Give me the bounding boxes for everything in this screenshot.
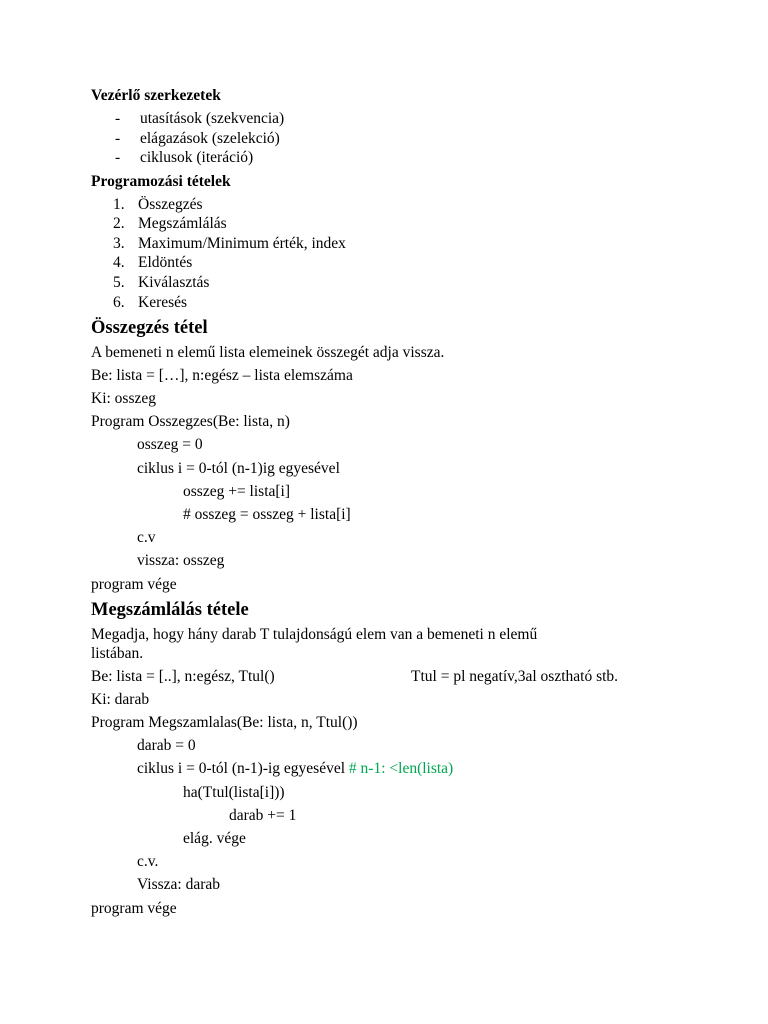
counting-description-cont: listában.: [91, 645, 144, 662]
code-line: vissza: osszeg: [137, 552, 225, 569]
list-number: 6.: [113, 294, 125, 311]
code-line: elág. vége: [183, 830, 246, 847]
code-line: ciklus i = 0-tól (n-1)ig egyesével: [137, 460, 340, 477]
code-line: osszeg += lista[i]: [183, 483, 291, 500]
list-item: [113, 273, 209, 293]
list-item-text: elágazások (szelekció): [140, 130, 280, 147]
list-item-text: Keresés: [138, 294, 188, 311]
list-item: [115, 109, 284, 129]
summation-output: Ki: osszeg: [91, 390, 157, 407]
list-item: [115, 129, 280, 149]
list-item-text: ciklusok (iteráció): [140, 149, 254, 166]
list-item-text: Eldöntés: [138, 254, 193, 271]
list-item-text: Kiválasztás: [138, 274, 210, 291]
code-comment: # n-1: <len(lista): [348, 760, 454, 777]
loop-statement: ciklus i = 0-tól (n-1)-ig egyesével: [137, 760, 349, 777]
section-title-programming-theorems: Programozási tételek: [91, 173, 231, 190]
list-number: 4.: [113, 254, 125, 271]
summation-input: Be: lista = […], n:egész – lista elemszáma: [91, 367, 353, 384]
code-line: darab += 1: [229, 807, 297, 824]
code-line: ha(Ttul(lista[i])): [183, 784, 285, 801]
list-number: 2.: [113, 215, 125, 232]
heading-summation: Összegzés tétel: [91, 318, 208, 338]
code-line: darab = 0: [137, 737, 196, 754]
section-title-control-structures: Vezérlő szerkezetek: [91, 87, 221, 104]
summation-description: A bemeneti n elemű lista elemeinek összegét adja vissza.: [91, 344, 445, 361]
counting-input: Be: lista = [..], n:egész, Ttul(): [91, 668, 275, 685]
list-item-text: Megszámlálás: [138, 215, 227, 232]
list-item: [115, 148, 253, 168]
list-item-text: utasítások (szekvencia): [140, 110, 285, 127]
list-item-text: Összegzés: [138, 196, 203, 213]
code-line: osszeg = 0: [137, 436, 203, 453]
list-item: [113, 253, 192, 273]
code-line: # osszeg = osszeg + lista[i]: [183, 506, 351, 523]
code-line: [137, 759, 453, 779]
code-line: Program Osszegzes(Be: lista, n): [91, 413, 290, 430]
heading-counting: Megszámlálás tétele: [91, 600, 249, 620]
counting-description: Megadja, hogy hány darab T tulajdonságú elem van a bemeneti n elemű: [91, 626, 538, 643]
code-line: Vissza: darab: [137, 876, 220, 893]
list-bullet: -: [115, 130, 121, 147]
list-number: 1.: [113, 196, 125, 213]
list-item-text: Maximum/Minimum érték, index: [138, 235, 346, 252]
list-number: 3.: [113, 235, 125, 252]
list-bullet: -: [115, 110, 121, 127]
counting-output: Ki: darab: [91, 691, 150, 708]
code-line: program vége: [91, 576, 177, 593]
code-line: Program Megszamlalas(Be: lista, n, Ttul()): [91, 714, 358, 731]
counting-input-note: Ttul = pl negatív,3al osztható stb.: [411, 668, 619, 685]
code-line: program vége: [91, 900, 177, 917]
code-line: c.v: [137, 529, 156, 546]
code-line: c.v.: [137, 853, 159, 870]
list-item: [113, 214, 227, 234]
list-number: 5.: [113, 274, 125, 291]
list-bullet: -: [115, 149, 121, 166]
list-item: [113, 293, 187, 313]
list-item: [113, 195, 203, 215]
list-item: [113, 234, 346, 254]
